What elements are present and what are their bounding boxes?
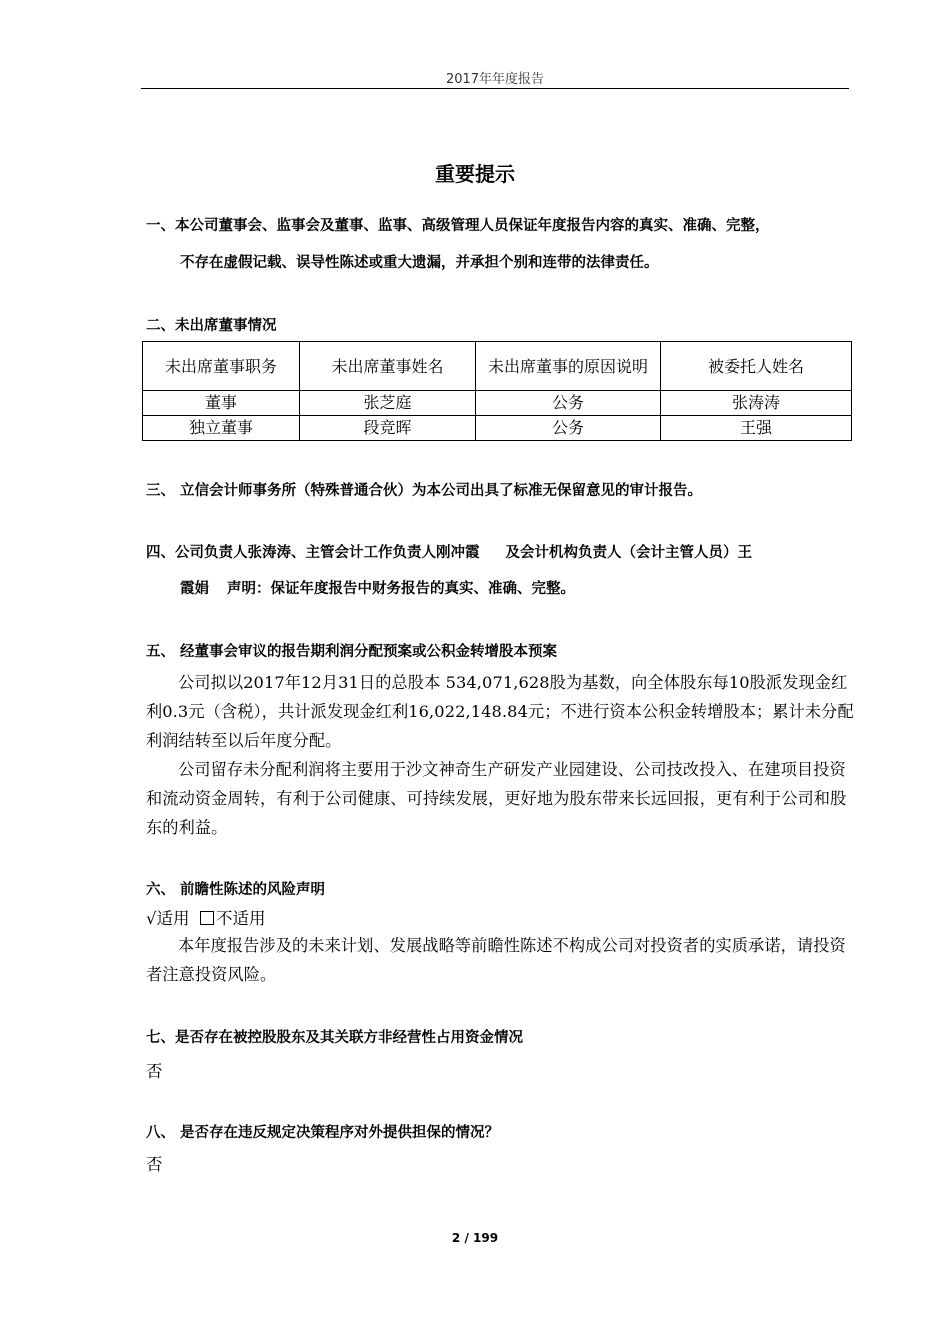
table-cell: 张芝庭 (300, 391, 476, 416)
section-5-paragraph-1: 公司拟以2017年12月31日的总股本 534,071,628股为基数，向全体股东每10股派发现金红利0.3元（含税），共计派发现金红利16,022,148.84元；不进行资本公积金转增股本；累计未分配利润结转至以后年度分配。 (146, 673, 854, 750)
section-7-heading: 七、是否存在被控股股东及其关联方非经营性占用资金情况 (146, 1030, 523, 1046)
section-4-line-2 (180, 577, 575, 598)
applicability-options (146, 905, 266, 929)
table-cell: 公务 (476, 416, 661, 441)
section-2-heading: 二、未出席董事情况 (146, 318, 277, 334)
section-5-heading: 五、 经董事会审议的报告期利润分配预案或公积金转增股本预案 (146, 644, 558, 660)
section-4-text-b: 及会计机构负责人（会计主管人员）王 (505, 545, 752, 561)
option-not-applicable: 不适用 (216, 909, 266, 928)
page-header: 2017年年度报告 (445, 72, 545, 87)
section-6-paragraph: 本年度报告涉及的未来计划、发展战略等前瞻性陈述不构成公司对投资者的实质承诺，请投资者注意投资风险。 (146, 936, 846, 984)
section-3-heading: 三、 立信会计师事务所（特殊普通合伙）为本公司出具了标准无保留意见的审计报告。 (146, 483, 703, 499)
table-row (143, 391, 852, 416)
table-cell: 王强 (661, 416, 852, 441)
checkbox-empty-icon (200, 911, 214, 925)
section-8-heading: 八、 是否存在违反规定决策程序对外提供担保的情况？ (146, 1125, 500, 1141)
section-4-line-1 (146, 541, 752, 562)
section-4-text-a: 四、公司负责人张涛涛、主管会计工作负责人刚冲霞 (146, 545, 480, 561)
document-title: 重要提示 (435, 162, 515, 186)
table-header-cell: 未出席董事的原因说明 (476, 342, 661, 391)
section-6-heading: 六、 前瞻性陈述的风险声明 (146, 882, 326, 898)
section-4-text-d: 声明：保证年度报告中财务报告的真实、准确、完整。 (227, 581, 575, 597)
table-header-cell: 未出席董事职务 (143, 342, 300, 391)
section-6-body (146, 931, 856, 989)
table-header-row (143, 342, 852, 391)
page-number: 2 / 199 (451, 1231, 499, 1245)
section-1-line-1: 一、本公司董事会、监事会及董事、监事、高级管理人员保证年度报告内容的真实、准确、完整， (146, 218, 770, 234)
option-applicable: √适用 (146, 909, 190, 928)
section-1-line-2: 不存在虚假记载、误导性陈述或重大遗漏，并承担个别和连带的法律责任。 (180, 255, 659, 271)
section-5-body (146, 668, 856, 842)
section-5-paragraph-2: 公司留存未分配利润将主要用于沙文神奇生产研发产业园建设、公司技改投入、在建项目投资和流动资金周转，有利于公司健康、可持续发展，更好地为股东带来长远回报，更有利于公司和股东的利益。 (146, 760, 847, 837)
table-cell: 公务 (476, 391, 661, 416)
section-4-text-c: 霞娟 (180, 581, 209, 597)
table-cell: 董事 (143, 391, 300, 416)
section-7-answer: 否 (146, 1062, 163, 1081)
table-row (143, 416, 852, 441)
table-header-cell: 未出席董事姓名 (300, 342, 476, 391)
table-cell: 张涛涛 (661, 391, 852, 416)
table-header-cell: 被委托人姓名 (661, 342, 852, 391)
absent-directors-table (142, 341, 852, 441)
table-cell: 段竞晖 (300, 416, 476, 441)
section-8-answer: 否 (146, 1155, 163, 1174)
table-cell: 独立董事 (143, 416, 300, 441)
header-divider (141, 88, 849, 89)
